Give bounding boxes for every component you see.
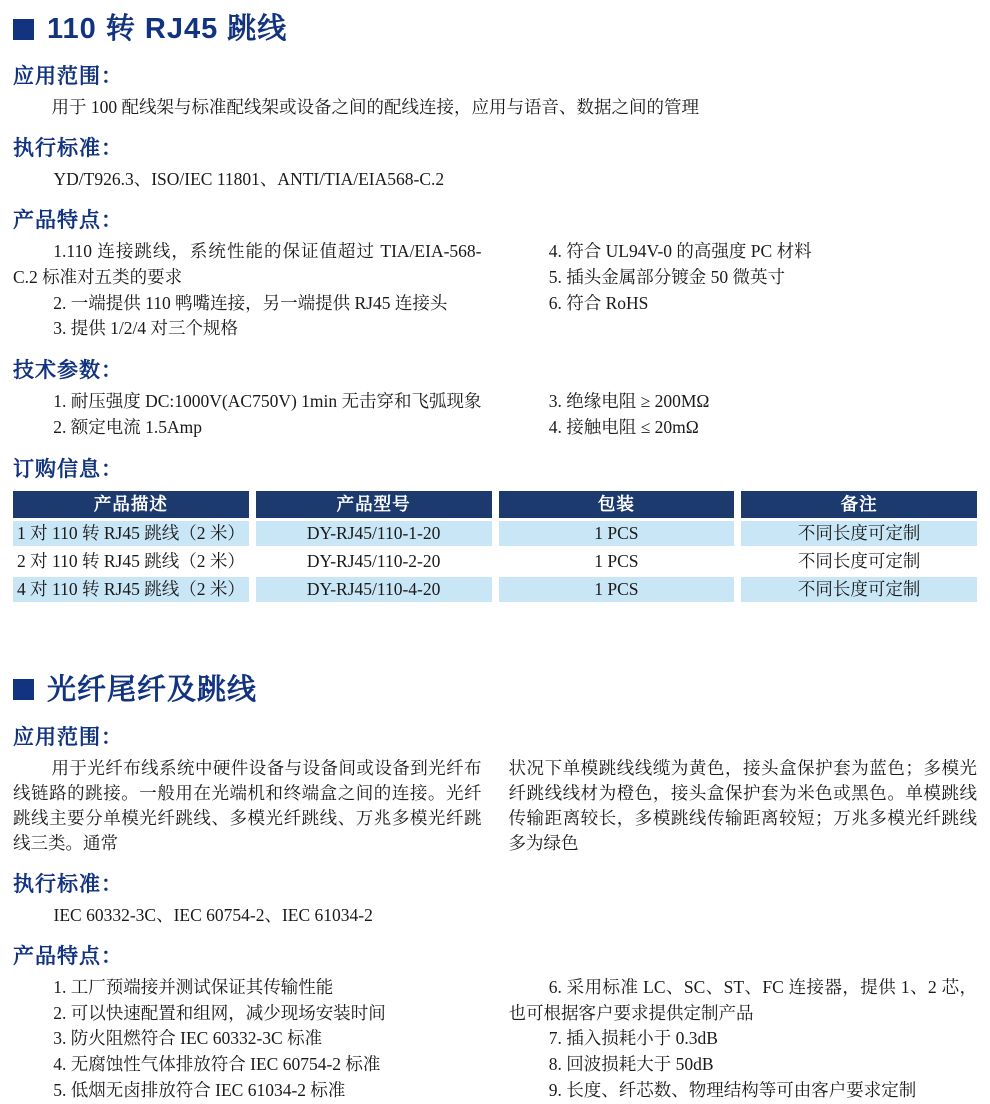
table-cell: 不同长度可定制 [741,521,977,546]
table-header-cell: 包装 [499,491,735,518]
parameters-left-column [13,389,482,441]
feature-item: 5. 插头金属部分镀金 50 微英寸 [548,266,785,287]
table-cell: 2 对 110 转 RJ45 跳线（2 米） [13,549,249,574]
heading-product-features: 产品特点： [13,208,123,232]
application-columns [13,756,977,856]
heading-product-features: 产品特点： [13,943,123,968]
feature-item: 4. 符合 UL94V-0 的高强度 PC 材料 [548,241,812,261]
features-right-column [509,975,978,1104]
features-right-column [509,239,978,342]
table-cell: DY-RJ45/110-4-20 [256,577,492,602]
table-header-cell: 产品描述 [13,491,249,518]
table-cell: 1 PCS [499,521,735,546]
table-cell: 不同长度可定制 [741,577,977,602]
heading-standards: 执行标准： [13,871,123,896]
table-row [13,577,977,602]
feature-item: 7. 插入损耗小于 0.3dB [548,1028,718,1049]
heading-application-scope: 应用范围： [13,724,123,749]
heading-application-scope: 应用范围： [13,64,123,88]
table-cell: DY-RJ45/110-2-20 [256,549,492,574]
table-cell: 不同长度可定制 [741,549,977,574]
ordering-table [6,488,984,605]
features-columns [13,975,977,1104]
application-scope-text: 用于 100 配线架与标准配线架或设备之间的配线连接，应用与语音、数据之间的管理 [51,97,699,117]
feature-item: 6. 采用标准 LC、SC、ST、FC 连接器，提供 1、2 芯，也可根据客户要求提供定制产品 [508,976,977,1023]
feature-item: 2. 可以快速配置和组网，减少现场安装时间 [53,1002,386,1023]
section-fiber-jumpers [13,671,977,1104]
parameters-columns [13,389,977,441]
features-left-column [13,975,482,1104]
heading-ordering-info: 订购信息： [13,456,123,481]
feature-item: 3. 提供 1/2/4 对三个规格 [53,318,238,339]
feature-item: 3. 防火阻燃符合 IEC 60332-3C 标准 [53,1028,323,1049]
feature-item: 1. 工厂预端接并测试保证其传输性能 [53,976,334,997]
parameter-item: 2. 额定电流 1.5Amp [53,416,202,437]
heading-standards: 执行标准： [13,136,123,160]
feature-item: 2. 一端提供 110 鸭嘴连接，另一端提供 RJ45 连接头 [53,292,448,313]
parameter-item: 3. 绝缘电阻 ≥ 200MΩ [548,391,710,412]
table-header-row [13,491,977,518]
features-columns [13,239,977,342]
section-110-rj45 [13,10,977,605]
table-cell: DY-RJ45/110-1-20 [256,521,492,546]
feature-item: 9. 长度、纤芯数、物理结构等可由客户要求定制 [548,1079,917,1100]
title-square-icon [13,679,34,700]
parameter-item: 4. 接触电阻 ≤ 20mΩ [548,416,699,437]
feature-item: 1.110 连接跳线，系统性能的保证值超过 TIA/EIA-568-C.2 标准对五类的要求 [13,241,482,287]
features-left-column [13,239,482,342]
feature-item: 5. 低烟无卤排放符合 IEC 61034-2 标准 [53,1079,346,1100]
standards-text: IEC 60332-3C、IEC 60754-2、IEC 61034-2 [53,904,373,925]
parameter-item: 1. 耐压强度 DC:1000V(AC750V) 1min 无击穿和飞弧现象 [53,391,482,412]
table-header-cell: 产品型号 [256,491,492,518]
feature-item: 8. 回波损耗大于 50dB [548,1054,714,1075]
table-row [13,521,977,546]
title-square-icon [13,19,34,40]
table-cell: 1 对 110 转 RJ45 跳线（2 米） [13,521,249,546]
section-title-110-rj45 [13,10,977,48]
section-title-fiber [13,671,977,709]
section-title-text: 110 转 RJ45 跳线 [47,13,288,45]
section-title-text: 光纤尾纤及跳线 [47,673,258,706]
standards-text: YD/T926.3、ISO/IEC 11801、ANTI/TIA/EIA568-C.2 [53,169,445,189]
application-text-col2: 状况下单模跳线线缆为黄色，接头盒保护套为蓝色；多模光纤跳线线材为橙色，接头盒保护套为米色或黑色。单模跳线传输距离较长，多模跳线传输距离较短；万兆多模光纤跳线多为绿色 [508,757,977,853]
heading-technical-parameters: 技术参数： [13,358,123,383]
feature-item: 4. 无腐蚀性气体排放符合 IEC 60754-2 标准 [53,1054,381,1075]
table-cell: 1 PCS [499,577,735,602]
application-text-col1: 用于光纤布线系统中硬件设备与设备间或设备到光纤布线链路的跳接。一般用在光端机和终端盒之间的连接。光纤跳线主要分单模光纤跳线、多模光纤跳线、万兆多模光纤跳线三类。通常 [13,757,482,853]
table-row [13,549,977,574]
feature-item: 6. 符合 RoHS [548,292,649,313]
table-header-cell: 备注 [741,491,977,518]
table-cell: 4 对 110 转 RJ45 跳线（2 米） [13,577,249,602]
table-cell: 1 PCS [499,549,735,574]
parameters-right-column [509,389,978,441]
